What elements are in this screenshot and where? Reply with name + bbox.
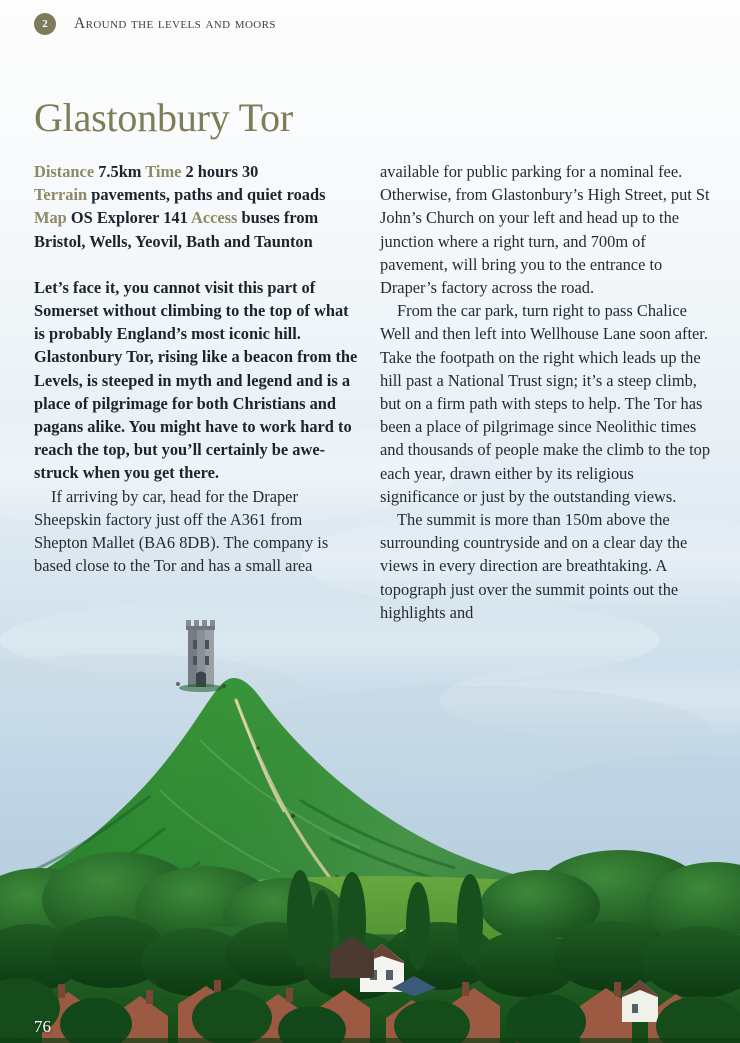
chapter-number-badge: 2: [34, 13, 56, 35]
left-column: [34, 160, 360, 577]
distance-label: Distance: [34, 162, 95, 181]
access-value: buses from Bristol, Wells, Yeovil, Bath and Taunton: [34, 208, 319, 251]
walk-details: [34, 160, 360, 253]
body-paragraph: The summit is more than 150m above the surrounding countryside and on a clear day the views in every direction are breathtaking. A topograph just over the summit points out the highlights and: [380, 510, 688, 622]
running-head-title: around the levels and moors: [74, 15, 276, 32]
access-label: Access: [190, 208, 238, 228]
page-number: 76: [34, 1017, 51, 1036]
body-paragraph: available for public parking for a nominal fee. Otherwise, from Glastonbury’s High Street, put St John’s Church on your left and head up to the junction where a right turn, and 700m of pavement, will bring you to the entrance to Draper’s factory across the road.: [380, 162, 710, 298]
body-paragraph: If arriving by car, head for the Draper Sheepskin factory just off the A361 from Shepton Mallet (BA6 8DB). The company is based close to the Tor and has a small area: [34, 486, 329, 576]
lede-paragraph: Let’s face it, you cannot visit this part of Somerset without climbing to the top of what is probably England’s most iconic hill. Glastonbury Tor, rising like a beacon from the Levels, is steeped in myth and legend and is a place of pilgrimage for both Christians and pagans alike. You might have to work hard to reach the top, but you’ll certainly be awe-struck when you get there.: [34, 277, 358, 483]
map-label: Map: [34, 208, 67, 228]
running-head: [34, 13, 276, 35]
right-column: [380, 160, 710, 624]
time-label: Time: [145, 162, 182, 181]
distance-value: 7.5km: [98, 162, 142, 181]
page-title: Glastonbury Tor: [34, 95, 293, 140]
terrain-label: Terrain: [34, 185, 88, 205]
time-value: 2 hours 30: [185, 162, 259, 181]
terrain-value: pavements, paths and quiet roads: [91, 185, 326, 205]
map-value: OS Explorer 141: [70, 208, 188, 228]
body-paragraph: From the car park, turn right to pass Chalice Well and then left into Wellhouse Lane soon after. Take the footpath on the right which leads up the hill past a National Trust sign; it’s a steep climb, but on a firm path with steps to help. The Tor has been a place of pilgrimage since Neolithic times and thousands of people make the climb to the top each year, drawn either by its religious significance or just by the outstanding views.: [380, 301, 711, 506]
